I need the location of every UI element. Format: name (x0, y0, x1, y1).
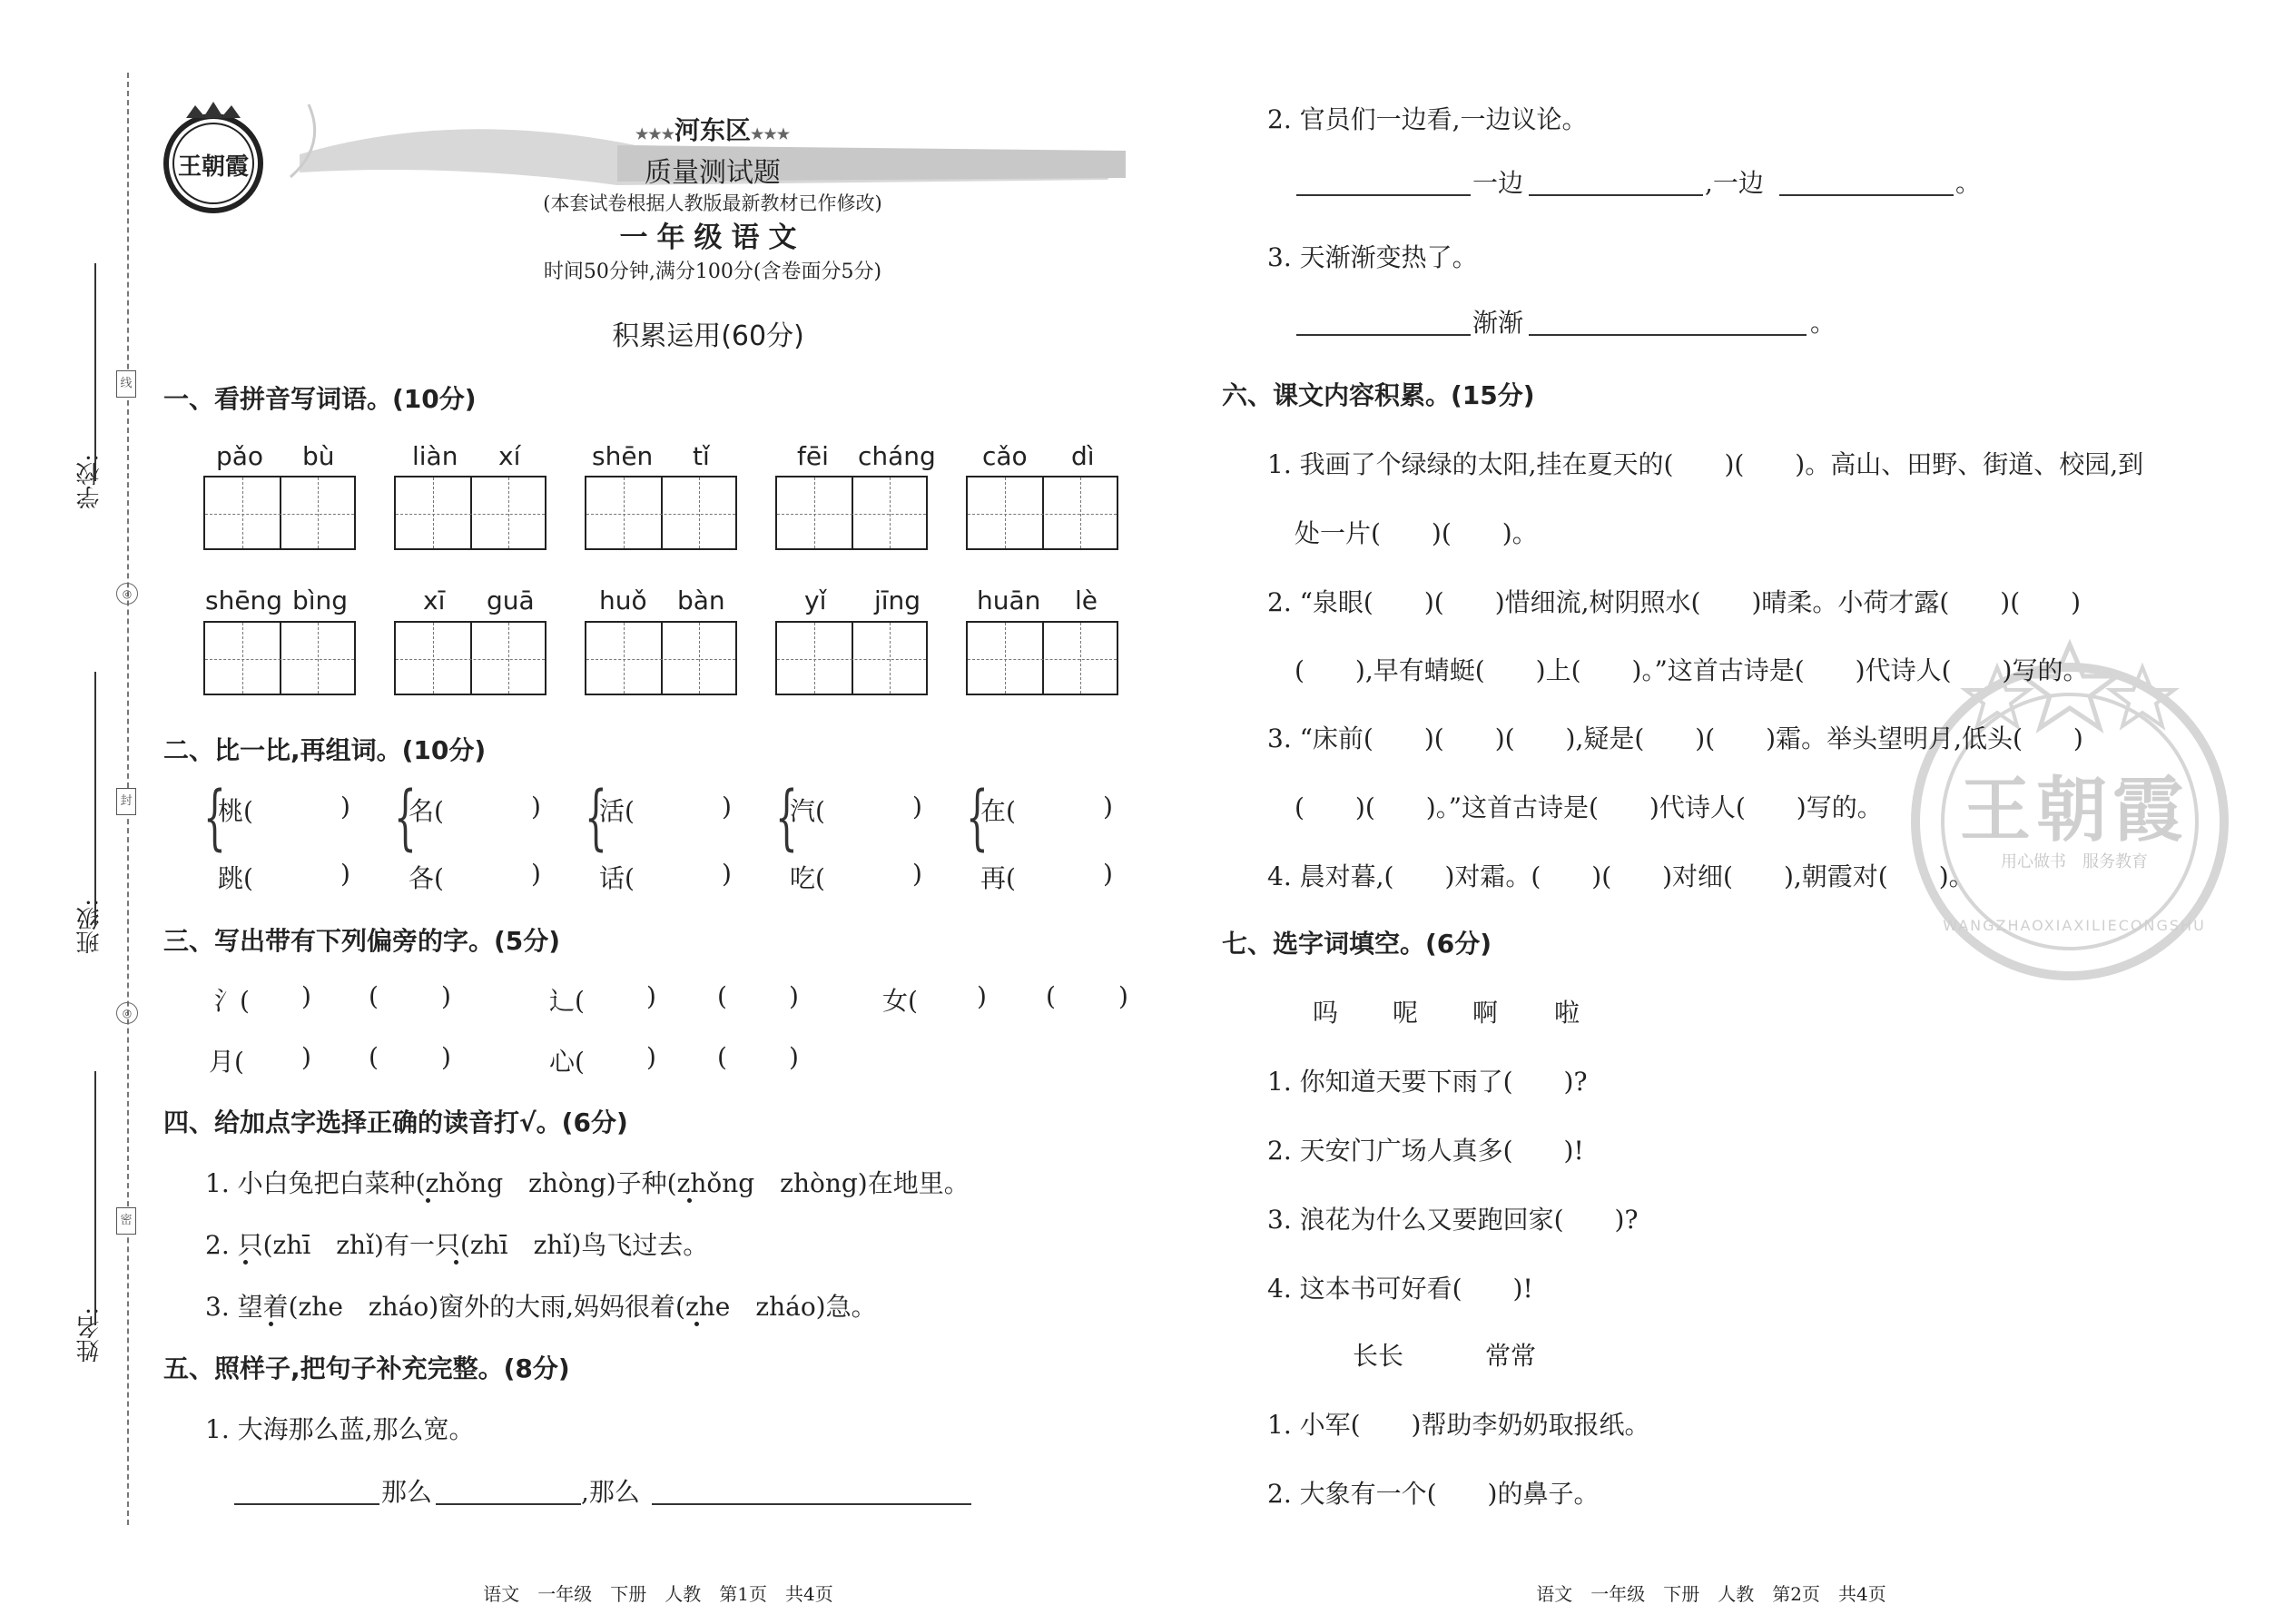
pinyin: pǎo (216, 441, 264, 471)
compare-char: 话( (599, 863, 635, 893)
fill-line[interactable] (652, 1503, 971, 1505)
sentence-end: 。 (1955, 168, 1982, 198)
answer-blank[interactable]: ) (441, 981, 451, 1011)
edition-note: (本套试卷根据人教版最新教材已作修改) (543, 192, 882, 214)
answer-blank[interactable]: ( (369, 1042, 379, 1072)
answer-blank[interactable]: ) (1103, 859, 1113, 889)
time-info: 时间50分钟,满分100分(含卷面分5分) (543, 261, 882, 283)
radical: 女( (882, 986, 918, 1016)
answer-blank[interactable]: ( (369, 981, 379, 1011)
brace-icon: { (585, 777, 607, 859)
section-1-title: 一、看拼音写词语。(10分) (163, 384, 477, 414)
question-text: 3. “床前( )( )( ),疑是( )( )霜。举头望明月,低头( ) (1267, 723, 2083, 753)
question-text: 3. 浪花为什么又要跑回家( )? (1267, 1205, 1639, 1235)
answer-blank[interactable]: ) (722, 859, 732, 889)
radical: 心( (549, 1047, 585, 1077)
fill-line[interactable] (1779, 194, 1954, 196)
sentence-end: 。 (1810, 308, 1836, 338)
part-title: 积累运用(60分) (612, 320, 804, 352)
seal-secret-box: 密 (116, 1207, 136, 1235)
school-label: 学校: (76, 454, 103, 509)
answer-blank[interactable]: ) (340, 859, 350, 889)
subject-title: 一年级语文 (619, 221, 806, 254)
answer-blank[interactable]: ) (912, 792, 922, 822)
class-label: 班级: (76, 899, 103, 954)
pinyin: bàn (677, 586, 725, 615)
fill-line[interactable] (1296, 334, 1471, 336)
answer-blank[interactable]: ) (646, 981, 656, 1011)
word-option: 长长 (1353, 1341, 1404, 1371)
pinyin: bìng (292, 586, 349, 615)
sentence-fragment: 那么 (381, 1477, 433, 1507)
pinyin: cǎo (982, 441, 1028, 471)
pinyin: xí (498, 441, 521, 471)
sentence-fragment: 渐渐 (1472, 308, 1524, 338)
class-field[interactable] (94, 672, 96, 926)
word-option: 呢 (1393, 998, 1419, 1028)
pinyin: cháng (858, 441, 936, 471)
question-text: 1. 小白兔把白菜种(zhǒng zhòng)子种(zhǒng zhòng)在地里。 (205, 1168, 970, 1198)
word-option: 啊 (1472, 998, 1499, 1028)
brace-icon: { (203, 777, 226, 859)
answer-blank[interactable]: ( (1046, 981, 1056, 1011)
compare-char: 再( (980, 863, 1016, 893)
emphasis-dot (426, 1198, 430, 1203)
writing-grid[interactable] (203, 476, 356, 550)
compare-char: 跳( (218, 863, 253, 893)
name-field[interactable] (94, 1071, 96, 1325)
answer-blank[interactable]: ) (1103, 792, 1113, 822)
fill-line[interactable] (1529, 334, 1807, 336)
answer-blank[interactable]: ( (717, 1042, 727, 1072)
section-4-title: 四、给加点字选择正确的读音打√。(6分) (163, 1107, 628, 1137)
radical: 氵( (214, 986, 250, 1016)
pinyin: huān (977, 586, 1041, 615)
answer-blank[interactable]: ) (789, 981, 799, 1011)
section-7-title: 七、选字词填空。(6分) (1222, 929, 1492, 959)
emphasis-dot (687, 1198, 692, 1203)
pinyin: guā (487, 586, 535, 615)
writing-grid[interactable] (775, 621, 928, 695)
logo-text: 王朝霞 (177, 153, 249, 181)
watermark-brand: 王朝霞 (1959, 769, 2189, 851)
answer-blank[interactable]: ) (789, 1042, 799, 1072)
writing-grid[interactable] (394, 621, 546, 695)
question-text: 处一片( )( )。 (1295, 518, 1538, 548)
stars-right: ★★★ (751, 125, 791, 143)
emphasis-dot (454, 1260, 458, 1265)
compare-char: 吃( (790, 863, 825, 893)
fill-line[interactable] (1296, 194, 1471, 196)
answer-blank[interactable]: ) (301, 1042, 311, 1072)
binding-circle-icon: ◎ (116, 583, 138, 605)
compare-char: 各( (409, 863, 444, 893)
footer-right: 语文 一年级 下册 人教 第2页 共4页 (1536, 1583, 1886, 1605)
answer-blank[interactable]: ( (717, 981, 727, 1011)
answer-blank[interactable]: ) (340, 792, 350, 822)
name-label: 姓名: (76, 1307, 103, 1363)
brace-icon: { (966, 777, 989, 859)
answer-blank[interactable]: ) (1118, 981, 1128, 1011)
compare-char: 桃( (218, 796, 253, 826)
brace-icon: { (775, 777, 798, 859)
stars-left: ★★★ (635, 125, 674, 143)
radical: 月( (209, 1047, 244, 1077)
emphasis-dot (269, 1322, 273, 1326)
question-text: 1. 小军( )帮助李奶奶取报纸。 (1267, 1410, 1650, 1440)
fill-line[interactable] (234, 1503, 379, 1505)
compare-char: 名( (409, 796, 444, 826)
pinyin: dì (1071, 441, 1095, 471)
pinyin: bù (302, 441, 335, 471)
pinyin: shēn (592, 441, 654, 471)
pinyin: huǒ (599, 586, 647, 615)
answer-blank[interactable]: ) (531, 792, 541, 822)
writing-grid[interactable] (585, 476, 737, 550)
writing-grid[interactable] (585, 621, 737, 695)
answer-blank[interactable]: ) (912, 859, 922, 889)
writing-grid[interactable] (966, 476, 1118, 550)
sentence-fragment: ,一边 (1705, 168, 1764, 198)
question-text: ( )( )。”这首古诗是( )代诗人( )写的。 (1295, 792, 1883, 822)
question-text: 1. 我画了个绿绿的太阳,挂在夏天的( )( )。高山、田野、街道、校园,到 (1267, 449, 2144, 479)
answer-blank[interactable]: ) (301, 981, 311, 1011)
answer-blank[interactable]: ) (441, 1042, 451, 1072)
sentence-fragment: 一边 (1472, 168, 1524, 198)
question-text: 4. 晨对暮,( )对霜。( )( )对细( ),朝霞对( )。 (1267, 861, 1974, 891)
section-5-title: 五、照样子,把句子补充完整。(8分) (163, 1353, 570, 1383)
page-title: 质量测试题 (645, 157, 781, 189)
question-text: ( ),早有蜻蜓( )上( )。”这首古诗是( )代诗人( )写的。 (1295, 655, 2089, 685)
emphasis-dot (694, 1322, 699, 1326)
question-text: 2. “泉眼( )( )惜细流,树阴照水( )晴柔。小荷才露( )( ) (1267, 587, 2082, 617)
compare-char: 汽( (790, 796, 825, 826)
question-text: 1. 你知道天要下雨了( )? (1267, 1067, 1588, 1097)
fill-line[interactable] (436, 1503, 581, 1505)
seal-line-box: 线 (116, 370, 136, 398)
writing-grid[interactable] (966, 621, 1118, 695)
pinyin: tǐ (693, 441, 710, 471)
question-text: 2. 只(zhī zhǐ)有一只(zhī zhǐ)鸟飞过去。 (205, 1230, 709, 1260)
binding-circle-icon: ◎ (116, 1002, 138, 1024)
question-text: 2. 大象有一个( )的鼻子。 (1267, 1479, 1600, 1509)
answer-blank[interactable]: ) (646, 1042, 656, 1072)
writing-grid[interactable] (394, 476, 546, 550)
seal-seal-box: 封 (116, 788, 136, 815)
fill-line[interactable] (1529, 194, 1703, 196)
word-option: 常常 (1485, 1341, 1537, 1371)
brace-icon: { (394, 777, 417, 859)
example-sentence: 2. 官员们一边看,一边议论。 (1267, 104, 1588, 134)
pinyin: jīng (874, 586, 921, 615)
section-6-title: 六、课文内容积累。(15分) (1222, 380, 1535, 410)
writing-grid[interactable] (775, 476, 928, 550)
pinyin: xī (423, 586, 446, 615)
example-sentence: 3. 天渐渐变热了。 (1267, 242, 1478, 272)
region-title (599, 111, 826, 147)
watermark-ring-text: WANGZHAOXIAXILIECONGSHU (1943, 917, 2206, 934)
pinyin: yǐ (804, 586, 827, 615)
writing-grid[interactable] (203, 621, 356, 695)
question-text: 4. 这本书可好看( )! (1267, 1274, 1533, 1304)
pinyin: shēng (205, 586, 283, 615)
region-name: 河东区 (674, 115, 751, 145)
answer-blank[interactable]: ) (977, 981, 987, 1011)
word-option: 啦 (1554, 998, 1580, 1028)
example-sentence: 1. 大海那么蓝,那么宽。 (205, 1414, 475, 1444)
radical: 辶( (549, 986, 585, 1016)
section-3-title: 三、写出带有下列偏旁的字。(5分) (163, 926, 561, 956)
school-field[interactable] (94, 263, 96, 481)
word-option: 吗 (1313, 998, 1339, 1028)
footer-left: 语文 一年级 下册 人教 第1页 共4页 (483, 1583, 833, 1605)
question-text: 2. 天安门广场人真多( )! (1267, 1136, 1584, 1166)
compare-char: 活( (599, 796, 635, 826)
pinyin: liàn (412, 441, 458, 471)
pinyin: lè (1075, 586, 1098, 615)
sentence-fragment: ,那么 (581, 1477, 640, 1507)
answer-blank[interactable]: ) (531, 859, 541, 889)
question-text: 3. 望着(zhe zháo)窗外的大雨,妈妈很着(zhe zháo)急。 (205, 1292, 877, 1322)
answer-blank[interactable]: ) (722, 792, 732, 822)
emphasis-dot (243, 1260, 248, 1265)
section-2-title: 二、比一比,再组词。(10分) (163, 735, 487, 765)
compare-char: 在( (980, 796, 1016, 826)
watermark-slogan: 用心做书 服务教育 (2001, 852, 2148, 871)
pinyin: fēi (797, 441, 829, 471)
